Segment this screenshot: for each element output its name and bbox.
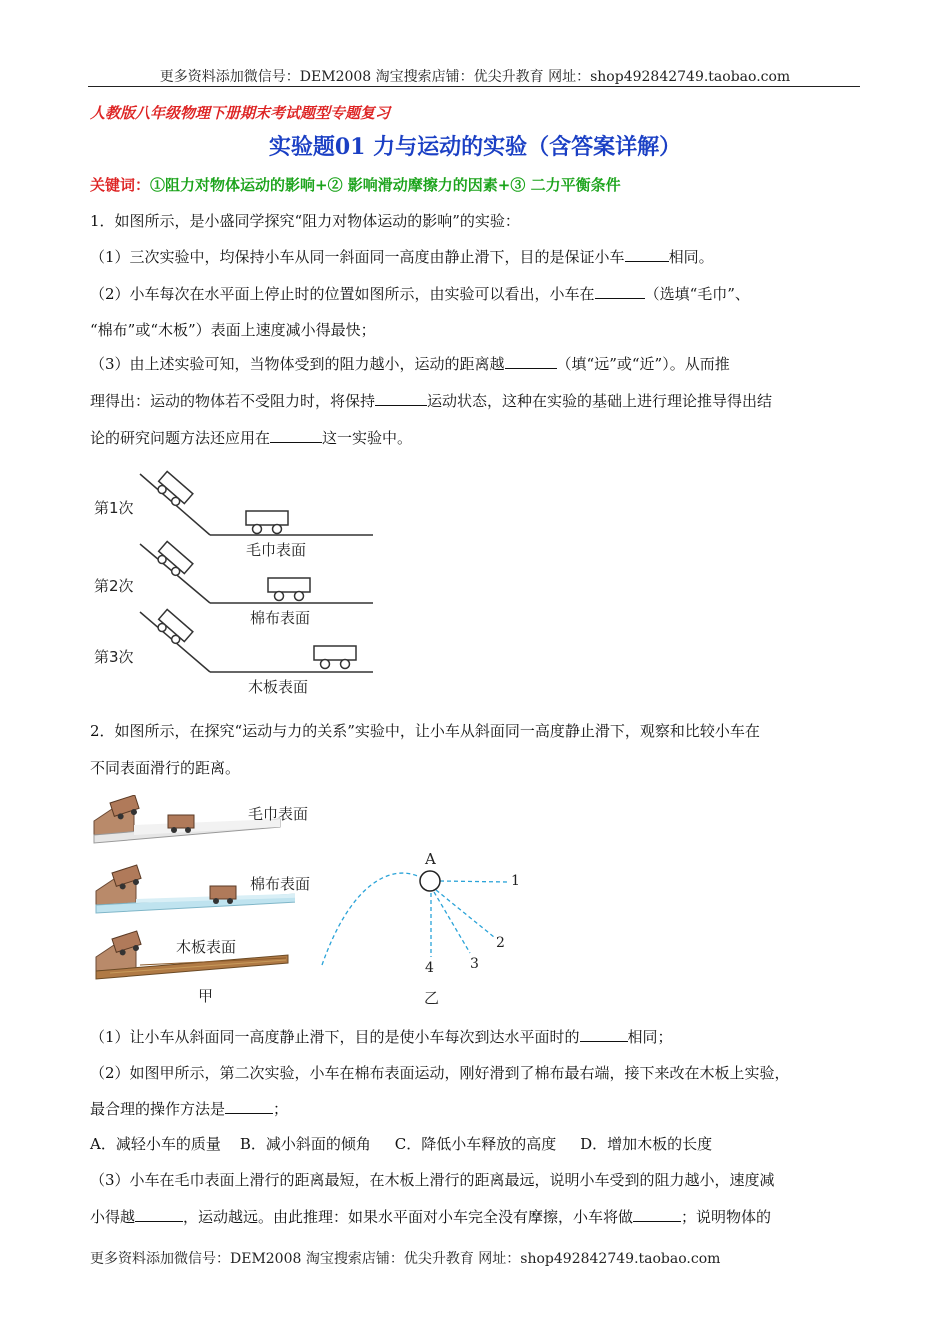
point-a-label: A bbox=[425, 850, 436, 868]
q2-part3: （3）小车在毛巾表面上滑行的距离最短，在木板上滑行的距离最远，说明小车受到的阻力越小，速度减 bbox=[90, 1171, 775, 1189]
cart-on-slope bbox=[153, 471, 192, 509]
q2-intro: 2．如图所示，在探究“运动与力的关系”实验中，让小车从斜面同一高度静止滑下，观察和比较小车在 bbox=[90, 722, 760, 740]
q1-part2-cont: “棉布”或“木板”）表面上速度减小得最快； bbox=[90, 321, 376, 339]
surface-towel-label: 毛巾表面 bbox=[248, 805, 309, 823]
trial-1-setup bbox=[140, 471, 373, 535]
q1-part3-text3: 运动状态，这种在实验的基础上进行理论推导得出结 bbox=[427, 392, 773, 410]
path-1 bbox=[440, 881, 508, 882]
answer-blank[interactable] bbox=[595, 284, 645, 299]
answer-blank[interactable] bbox=[625, 247, 669, 262]
q2-part1 bbox=[90, 1026, 673, 1048]
answer-blank[interactable] bbox=[633, 1207, 681, 1222]
answer-blank[interactable] bbox=[225, 1099, 273, 1114]
q1-intro: 1．如图所示，是小盛同学探究“阻力对物体运动的影响”的实验： bbox=[90, 212, 520, 230]
q1-part3-line3 bbox=[90, 427, 412, 449]
q1-part3-text5: 这一实验中。 bbox=[322, 429, 413, 447]
q2-part3-text2: ，运动越远。由此推理：如果水平面对小车完全没有摩擦，小车将做 bbox=[183, 1208, 634, 1226]
q2-part1-text: （1）让小车从斜面同一高度静止滑下，目的是使小车每次到达水平面时的 bbox=[90, 1028, 580, 1046]
header-divider bbox=[88, 86, 860, 87]
q1-part3-line2 bbox=[90, 390, 772, 412]
q2-part2: （2）如图甲所示，第二次实验，小车在棉布表面运动，刚好滑到了棉布最右端，接下来改在木板上实验， bbox=[90, 1064, 790, 1082]
q1-part3-text4: 论的研究问题方法还应用在 bbox=[90, 429, 271, 447]
q2-part2-end: ； bbox=[273, 1100, 289, 1118]
q1-part3-text2: 理得出：运动的物体若不受阻力时，将保持 bbox=[90, 392, 376, 410]
answer-blank[interactable] bbox=[135, 1207, 183, 1222]
answer-blank[interactable] bbox=[505, 354, 557, 369]
surface-cotton-label: 棉布表面 bbox=[250, 609, 311, 627]
q1-part3-options: （填“远”或“近”）。从而推 bbox=[556, 355, 730, 373]
figure-label-yi: 乙 bbox=[424, 989, 440, 1007]
q1-part2-text: （2）小车每次在水平面上停止时的位置如图所示，由实验可以看出，小车在 bbox=[90, 285, 595, 303]
surface-cotton-label: 棉布表面 bbox=[250, 875, 311, 893]
keywords-text: ①阻力对物体运动的影响+② 影响滑动摩擦力的因素+③ 二力平衡条件 bbox=[150, 176, 621, 194]
cart-on-slope bbox=[153, 541, 192, 579]
q1-part2-options: （选填“毛巾”、 bbox=[644, 285, 750, 303]
trial-1-label: 第1次 bbox=[94, 499, 134, 517]
path-4-label: 4 bbox=[425, 960, 434, 976]
q2-part3-end: ；说明物体的 bbox=[681, 1208, 772, 1226]
surface-wood-label: 木板表面 bbox=[176, 938, 237, 956]
trajectory-incoming bbox=[322, 873, 420, 965]
page-footer: 更多资料添加微信号：DEM2008 淘宝搜索店铺：优尖升教育 网址：shop492842749.taobao.com bbox=[90, 1251, 721, 1267]
cart-stopped bbox=[246, 511, 288, 534]
keywords-label: 关键词： bbox=[90, 176, 151, 194]
surface-wood-label: 木板表面 bbox=[248, 678, 309, 696]
answer-blank[interactable] bbox=[580, 1027, 628, 1042]
answer-blank[interactable] bbox=[375, 391, 427, 406]
path-3-label: 3 bbox=[470, 956, 479, 972]
path-2-label: 2 bbox=[496, 935, 505, 951]
q2-part3-cont bbox=[90, 1206, 771, 1228]
cart-stopped bbox=[314, 646, 356, 669]
cart-on-slope bbox=[153, 609, 192, 647]
figure-label-jia: 甲 bbox=[198, 987, 214, 1005]
q1-part3 bbox=[90, 353, 730, 375]
surface-towel-label: 毛巾表面 bbox=[246, 541, 307, 559]
trial-3-label: 第3次 bbox=[94, 648, 134, 666]
q1-part1 bbox=[90, 246, 714, 268]
path-1-label: 1 bbox=[511, 873, 520, 889]
q2-part3-text: 小得越 bbox=[90, 1208, 136, 1226]
path-2 bbox=[436, 890, 494, 937]
q2-part2-cont bbox=[90, 1098, 288, 1120]
page-header: 更多资料添加微信号：DEM2008 淘宝搜索店铺：优尖升教育 网址：shop492842749.taobao.com bbox=[159, 69, 791, 85]
path-3 bbox=[434, 892, 470, 953]
q2-part2-text: 最合理的操作方法是 bbox=[90, 1100, 226, 1118]
cart-stopped bbox=[268, 578, 310, 601]
q1-part1-text: （1）三次实验中，均保持小车从同一斜面同一高度由静止滑下，目的是保证小车 bbox=[90, 248, 625, 266]
q2-intro-cont: 不同表面滑行的距离。 bbox=[90, 759, 241, 777]
q1-part3-text: （3）由上述实验可知，当物体受到的阻力越小，运动的距离越 bbox=[90, 355, 505, 373]
page-title: 实验题01 力与运动的实验（含答案详解） bbox=[268, 134, 682, 160]
ball-a bbox=[420, 871, 440, 891]
q2-part1-end: 相同； bbox=[627, 1028, 673, 1046]
q1-part2 bbox=[90, 283, 750, 305]
answer-blank[interactable] bbox=[270, 428, 322, 443]
keywords bbox=[90, 174, 621, 195]
q2-options: A．减轻小车的质量 B．减小斜面的倾角 C．降低小车释放的高度 D．增加木板的长度 bbox=[90, 1135, 713, 1153]
subtitle: 人教版八年级物理下册期末考试题型专题复习 bbox=[90, 104, 391, 122]
trial-2-label: 第2次 bbox=[94, 577, 134, 595]
q1-part1-end: 相同。 bbox=[668, 248, 714, 266]
